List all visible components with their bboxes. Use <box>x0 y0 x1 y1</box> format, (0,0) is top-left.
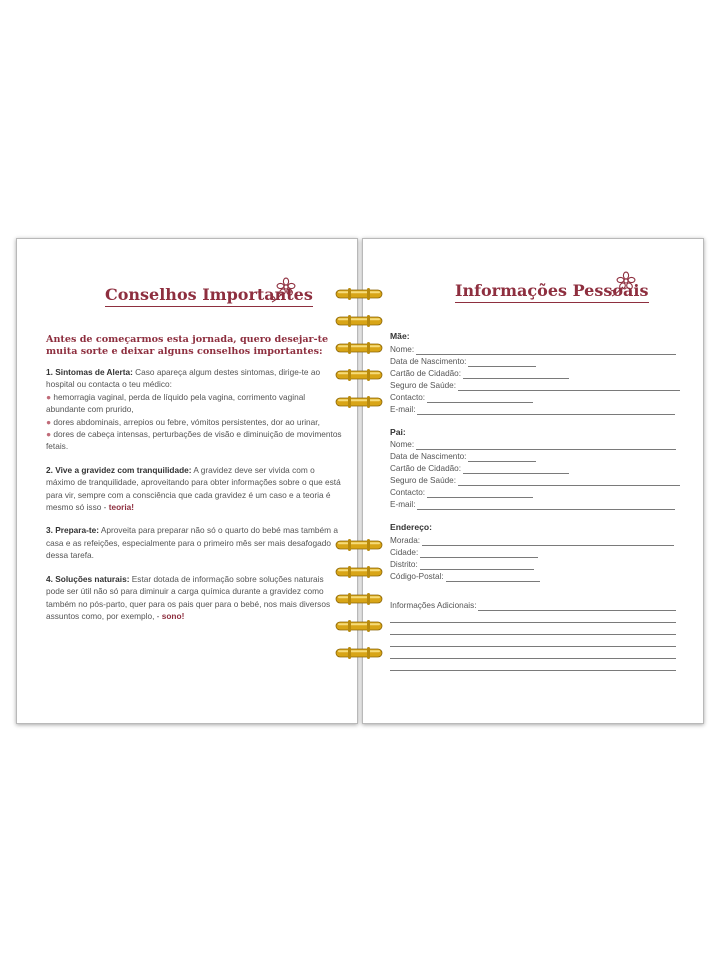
father-contact-field[interactable] <box>427 488 533 498</box>
binding-ring <box>334 565 384 579</box>
field-label: Nome: <box>390 344 415 354</box>
section-1-text: Caso apareça algum destes sintomas, dirige-te ao hospital ou contacta o teu médico: <box>46 367 321 390</box>
mother-name-field[interactable] <box>416 345 676 355</box>
right-page <box>362 238 704 724</box>
bullet-text: hemorragia vaginal, perda de líquido pela vagina, corrimento vaginal abundante com prurido, <box>46 391 306 415</box>
bullet-item <box>46 416 342 428</box>
address-postal-code-field[interactable] <box>446 572 540 582</box>
father-health-insurance-field[interactable] <box>458 476 680 486</box>
bullet-icon: ● <box>46 391 52 402</box>
field-label: Data de Nascimento: <box>390 356 467 366</box>
binding-ring <box>334 314 384 328</box>
additional-info-line[interactable] <box>390 635 676 647</box>
field-label: Cartão de Cidadão: <box>390 368 462 378</box>
bullet-text: dores abdominais, arrepios ou febre, vómitos persistentes, dor ao urinar, <box>53 416 320 427</box>
address-city-field[interactable] <box>420 548 538 558</box>
field-label: Cartão de Cidadão: <box>390 464 462 474</box>
address-district-field[interactable] <box>420 560 534 570</box>
section-4-emphasis: sono! <box>161 610 185 621</box>
additional-info-group <box>390 599 680 671</box>
field-label: Contacto: <box>390 392 426 402</box>
flower-flourish-icon <box>610 269 640 299</box>
right-title-text: Informações Pessoais <box>455 281 649 300</box>
father-group <box>390 427 680 511</box>
field-label: Data de Nascimento: <box>390 452 467 462</box>
binding-ring <box>334 341 384 355</box>
father-title: Pai: <box>390 426 406 437</box>
section-4 <box>46 573 342 623</box>
additional-info-line[interactable] <box>390 647 676 659</box>
binding-ring <box>334 287 384 301</box>
advice-body <box>46 366 342 622</box>
binding-ring <box>334 368 384 382</box>
field-label: E-mail: <box>390 404 416 414</box>
binding-ring <box>334 538 384 552</box>
personal-info-form <box>390 331 680 671</box>
bullet-item <box>46 391 342 416</box>
mother-contact-field[interactable] <box>427 393 533 403</box>
field-label: Cidade: <box>390 547 419 557</box>
father-email-field[interactable] <box>417 500 675 510</box>
bullet-icon: ● <box>46 416 52 427</box>
bullet-item <box>46 428 342 453</box>
bullet-icon: ● <box>46 429 52 440</box>
address-street-field[interactable] <box>422 536 674 546</box>
field-label: Código-Postal: <box>390 571 444 581</box>
section-4-text: Estar dotada de informação sobre soluções naturais pode ser útil não só para diminuir a carga química durante a gravidez como também no pós-parto, quer para os pais quer para o bebé, nos mais diversos assuntos como, por exemplo, - <box>46 573 331 621</box>
section-3 <box>46 524 342 561</box>
left-page <box>16 238 358 724</box>
mother-group <box>390 331 680 415</box>
left-title-text: Conselhos Importantes <box>105 285 313 304</box>
field-label: Distrito: <box>390 559 418 569</box>
additional-info-line[interactable] <box>390 659 676 671</box>
additional-info-line[interactable] <box>390 623 676 635</box>
binding-ring <box>334 395 384 409</box>
field-label: Seguro de Saúde: <box>390 380 457 390</box>
father-birthdate-field[interactable] <box>468 452 536 462</box>
binding-ring <box>334 592 384 606</box>
binding-ring <box>334 646 384 660</box>
field-label: Informações Adicionais: <box>390 600 477 610</box>
bullet-text: dores de cabeça intensas, perturbações de visão e diminuição de movimentos fetais. <box>46 429 342 452</box>
flower-flourish-icon <box>270 275 300 305</box>
section-1-title: 1. Sintomas de Alerta: <box>46 367 133 377</box>
section-1 <box>46 366 342 391</box>
section-2-title: 2. Vive a gravidez com tranquilidade: <box>46 464 192 475</box>
mother-title: Mãe: <box>390 331 410 341</box>
section-4-title: 4. Soluções naturais: <box>46 573 130 584</box>
section-2-text: A gravidez deve ser vivida com o máximo de tranquilidade, aproveitando para obter informações sobre o que está para vir, sempre com a consciência que cada gravidez é um caso e a teoria é mesmo só isso - <box>46 464 341 513</box>
field-label: Contacto: <box>390 488 426 498</box>
title-underline <box>105 306 313 307</box>
mother-health-insurance-field[interactable] <box>458 381 680 391</box>
binding-ring <box>334 619 384 633</box>
address-group <box>390 522 680 582</box>
section-2 <box>46 464 342 514</box>
section-2-emphasis: teoria! <box>108 502 135 513</box>
field-label: Seguro de Saúde: <box>390 476 457 486</box>
field-label: Nome: <box>390 440 415 450</box>
intro-text: Antes de começarmos esta jornada, quero desejar-te muita sorte e deixar alguns conselhos importantes: <box>46 334 329 357</box>
additional-info-line[interactable] <box>390 611 676 623</box>
section-3-title: 3. Prepara-te: <box>46 525 100 536</box>
mother-id-card-field[interactable] <box>463 369 569 379</box>
father-id-card-field[interactable] <box>463 464 569 474</box>
field-label: Morada: <box>390 535 421 545</box>
mother-birthdate-field[interactable] <box>468 357 536 367</box>
address-title: Endereço: <box>390 522 433 533</box>
mother-email-field[interactable] <box>417 405 675 415</box>
father-name-field[interactable] <box>416 440 676 450</box>
title-underline <box>455 302 649 303</box>
field-label: E-mail: <box>390 500 416 510</box>
additional-info-field[interactable] <box>478 601 676 611</box>
section-3-text: Aproveita para preparar não só o quarto do bebé mas também a casa e as refeições, especialmente para o primeiro mês ser mais desafogado dessa tarefa. <box>46 525 338 561</box>
